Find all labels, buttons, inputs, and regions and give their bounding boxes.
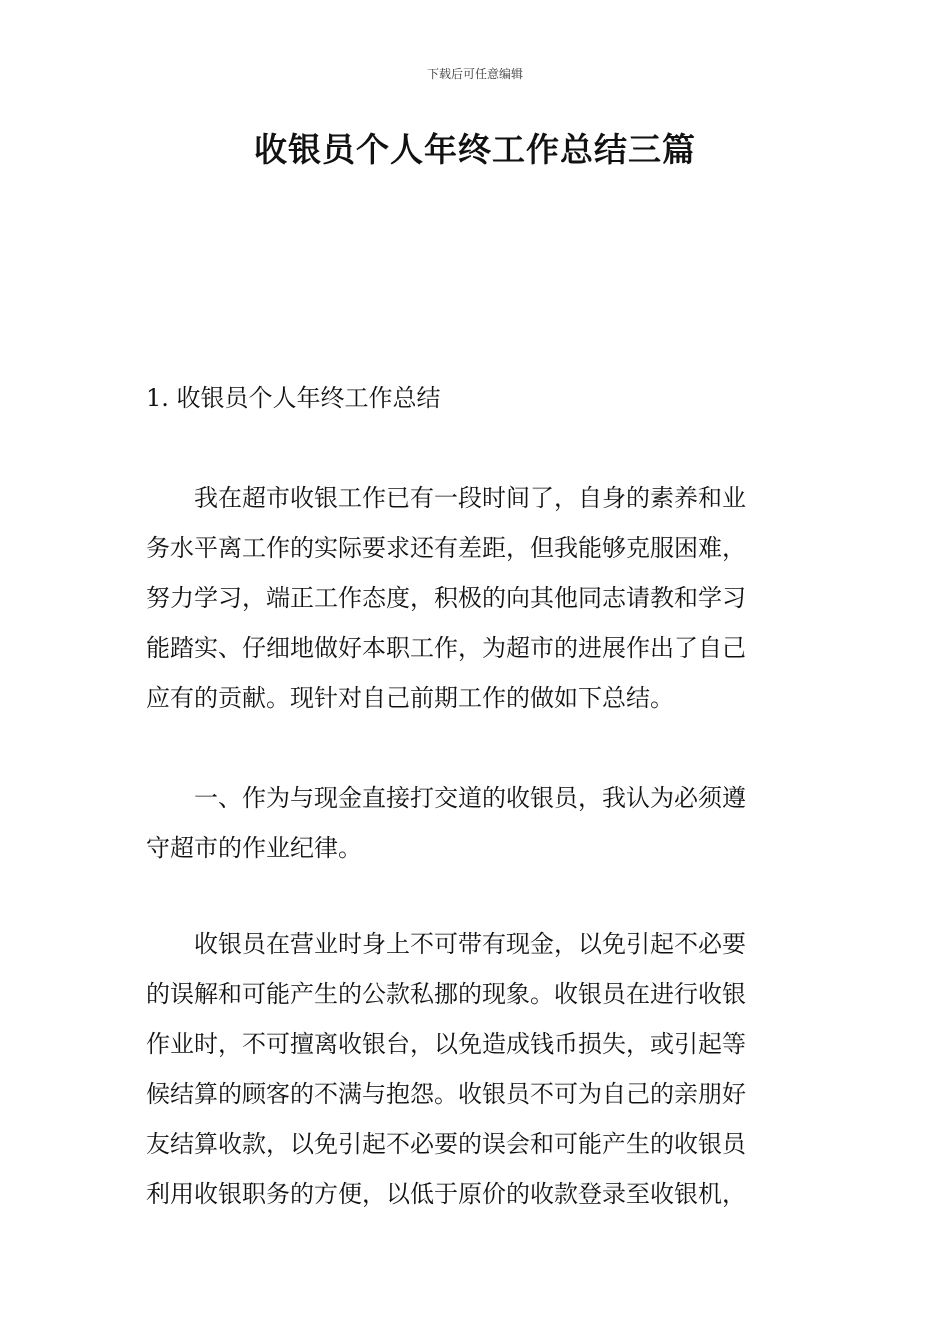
paragraph-line: 守超市的作业纪律。 [146,834,362,862]
paragraph-line: 能踏实、仔细地做好本职工作，为超市的进展作出了自己 [146,634,746,662]
paragraph-line: 务水平离工作的实际要求还有差距，但我能够克服困难， [146,534,746,562]
paragraph-line: 应有的贡献。现针对自己前期工作的做如下总结。 [146,684,674,712]
paragraph-point-one [146,773,806,873]
paragraph-line: 友结算收款，以免引起不必要的误会和可能产生的收银员 [146,1130,746,1158]
paragraph-line: 一、作为与现金直接打交道的收银员，我认为必须遵 [194,784,746,812]
paragraph-cashier-rules [146,919,806,1219]
paragraph-line: 作业时，不可擅离收银台，以免造成钱币损失，或引起等 [146,1030,746,1058]
paragraph-line: 的误解和可能产生的公款私挪的现象。收银员在进行收银 [146,980,746,1008]
paragraph-line: 我在超市收银工作已有一段时间了，自身的素养和业 [194,484,746,512]
paragraph-line: 候结算的顾客的不满与抱怨。收银员不可为自己的亲朋好 [146,1080,746,1108]
header-note: 下载后可任意编辑 [426,67,523,81]
paragraph-line: 收银员在营业时身上不可带有现金，以免引起不必要 [194,930,746,958]
paragraph-intro [146,473,806,723]
document-title: 收银员个人年终工作总结三篇 [254,130,696,169]
paragraph-line: 努力学习，端正工作态度，积极的向其他同志请教和学习 [146,584,746,612]
paragraph-line: 利用收银职务的方便，以低于原价的收款登录至收银机， [146,1180,746,1208]
section-heading: 1. 收银员个人年终工作总结 [146,384,441,412]
